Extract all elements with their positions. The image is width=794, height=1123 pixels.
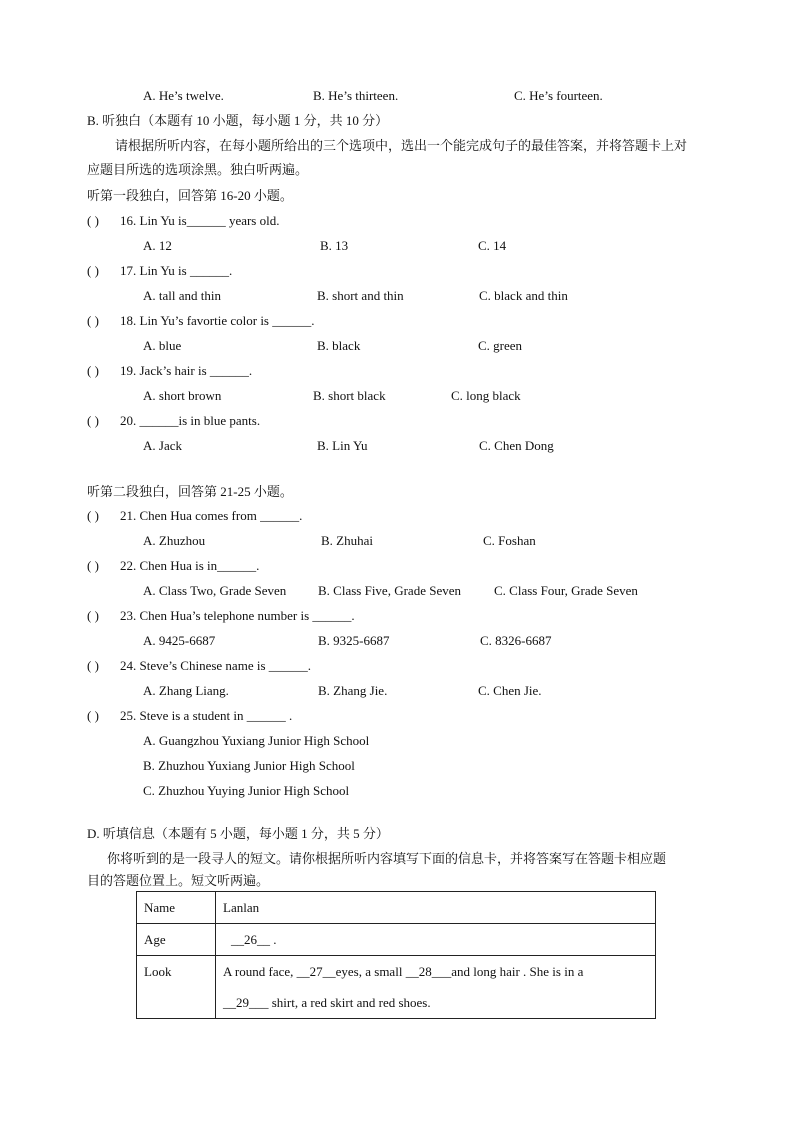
option-a: A. Zhuzhou (143, 533, 206, 548)
part1-heading: 听第一段独白，回答第 16-20 小题。 (87, 188, 293, 203)
look-text-3: and long hair . She is in a (451, 964, 584, 979)
option-b: B. short black (313, 388, 386, 403)
question-text: 24. Steve’s Chinese name is ______. (120, 658, 312, 673)
section-b-instruction-line1: 请根据所听内容，在每小题所给出的三个选项中，选出一个能完成句子的最佳答案，并将答题卡上对 (115, 138, 688, 153)
question-text: 21. Chen Hua comes from ______. (120, 508, 303, 523)
option-a: A. Jack (143, 438, 182, 453)
blank-28[interactable]: __28___ (405, 964, 452, 979)
option-a: A. 12 (143, 238, 172, 253)
option-c: C. Chen Jie. (478, 683, 542, 698)
section-d-instruction-line2: 目的答题位置上。短文听两遍。 (87, 873, 270, 888)
blank-26[interactable]: __26__ (231, 932, 270, 947)
option-b: B. Class Five, Grade Seven (318, 583, 461, 598)
answer-paren[interactable]: ( ) (87, 313, 99, 328)
section-b-instruction-line2: 应题目所选的选项涂黑。独白听两遍。 (87, 162, 309, 177)
option-a: A. tall and thin (143, 288, 221, 303)
option-c: C. 14 (478, 238, 507, 253)
answer-paren[interactable]: ( ) (87, 363, 99, 378)
look-text-1: A round face, (223, 964, 297, 979)
age-tail: . (270, 932, 277, 947)
section-b-title: B. 听独白（本题有 10 小题，每小题 1 分，共 10 分） (87, 113, 389, 128)
option-c: C. Class Four, Grade Seven (494, 583, 638, 598)
option-a: A. Guangzhou Yuxiang Junior High School (143, 733, 370, 748)
q15-option-c: C. He’s fourteen. (514, 88, 603, 103)
age-cell (216, 924, 656, 956)
answer-paren[interactable]: ( ) (87, 508, 99, 523)
question-text: 23. Chen Hua’s telephone number is ______. (120, 608, 355, 623)
answer-paren[interactable]: ( ) (87, 708, 99, 723)
option-b: B. 9325-6687 (318, 633, 390, 648)
option-c: C. 8326-6687 (480, 633, 552, 648)
option-c: C. long black (451, 388, 521, 403)
option-c: C. black and thin (479, 288, 568, 303)
option-b: B. 13 (320, 238, 349, 253)
table-row-name (137, 892, 656, 924)
look-text-4: shirt, a red skirt and red shoes. (268, 995, 431, 1010)
answer-paren[interactable]: ( ) (87, 608, 99, 623)
answer-paren[interactable]: ( ) (87, 658, 99, 673)
option-a: A. 9425-6687 (143, 633, 216, 648)
section-d-title: D. 听填信息（本题有 5 小题，每小题 1 分，共 5 分） (87, 826, 389, 841)
question-text: 17. Lin Yu is ______. (120, 263, 233, 278)
question-text: 20. ______is in blue pants. (120, 413, 261, 428)
question-text: 25. Steve is a student in ______ . (120, 708, 293, 723)
q15-option-a: A. He’s twelve. (143, 88, 224, 103)
info-card-table (136, 891, 656, 1019)
answer-paren[interactable]: ( ) (87, 413, 99, 428)
question-text: 18. Lin Yu’s favortie color is ______. (120, 313, 315, 328)
blank-29[interactable]: __29___ (223, 995, 269, 1010)
question-text: 19. Jack’s hair is ______. (120, 363, 253, 378)
option-a: A. blue (143, 338, 182, 353)
option-b: B. short and thin (317, 288, 404, 303)
look-cell (216, 956, 656, 1019)
part2-heading: 听第二段独白，回答第 21-25 小题。 (87, 484, 293, 499)
answer-paren[interactable]: ( ) (87, 263, 99, 278)
age-label: Age (137, 924, 216, 956)
option-b: B. Zhuhai (321, 533, 373, 548)
question-text: 16. Lin Yu is______ years old. (120, 213, 280, 228)
option-b: B. Zhang Jie. (318, 683, 388, 698)
name-label: Name (137, 892, 216, 924)
option-c: C. Zhuzhou Yuying Junior High School (143, 783, 350, 798)
q15-option-b: B. He’s thirteen. (313, 88, 399, 103)
question-text: 22. Chen Hua is in______. (120, 558, 260, 573)
table-row-look (137, 956, 656, 1019)
option-a: A. Zhang Liang. (143, 683, 229, 698)
option-c: C. Foshan (483, 533, 536, 548)
option-c: C. Chen Dong (479, 438, 554, 453)
option-a: A. short brown (143, 388, 222, 403)
blank-27[interactable]: __27__ (296, 964, 336, 979)
table-row-age (137, 924, 656, 956)
section-d-instruction-line1: 你将听到的是一段寻人的短文。请你根据所听内容填写下面的信息卡，并将答案写在答题卡相应题 (107, 851, 667, 866)
look-label: Look (137, 956, 216, 1019)
option-b: B. Lin Yu (317, 438, 368, 453)
option-b: B. black (317, 338, 361, 353)
option-c: C. green (478, 338, 523, 353)
answer-paren[interactable]: ( ) (87, 213, 99, 228)
answer-paren[interactable]: ( ) (87, 558, 99, 573)
option-a: A. Class Two, Grade Seven (143, 583, 287, 598)
name-value: Lanlan (216, 892, 656, 924)
option-b: B. Zhuzhou Yuxiang Junior High School (143, 758, 355, 773)
look-text-2: eyes, a small (335, 964, 406, 979)
